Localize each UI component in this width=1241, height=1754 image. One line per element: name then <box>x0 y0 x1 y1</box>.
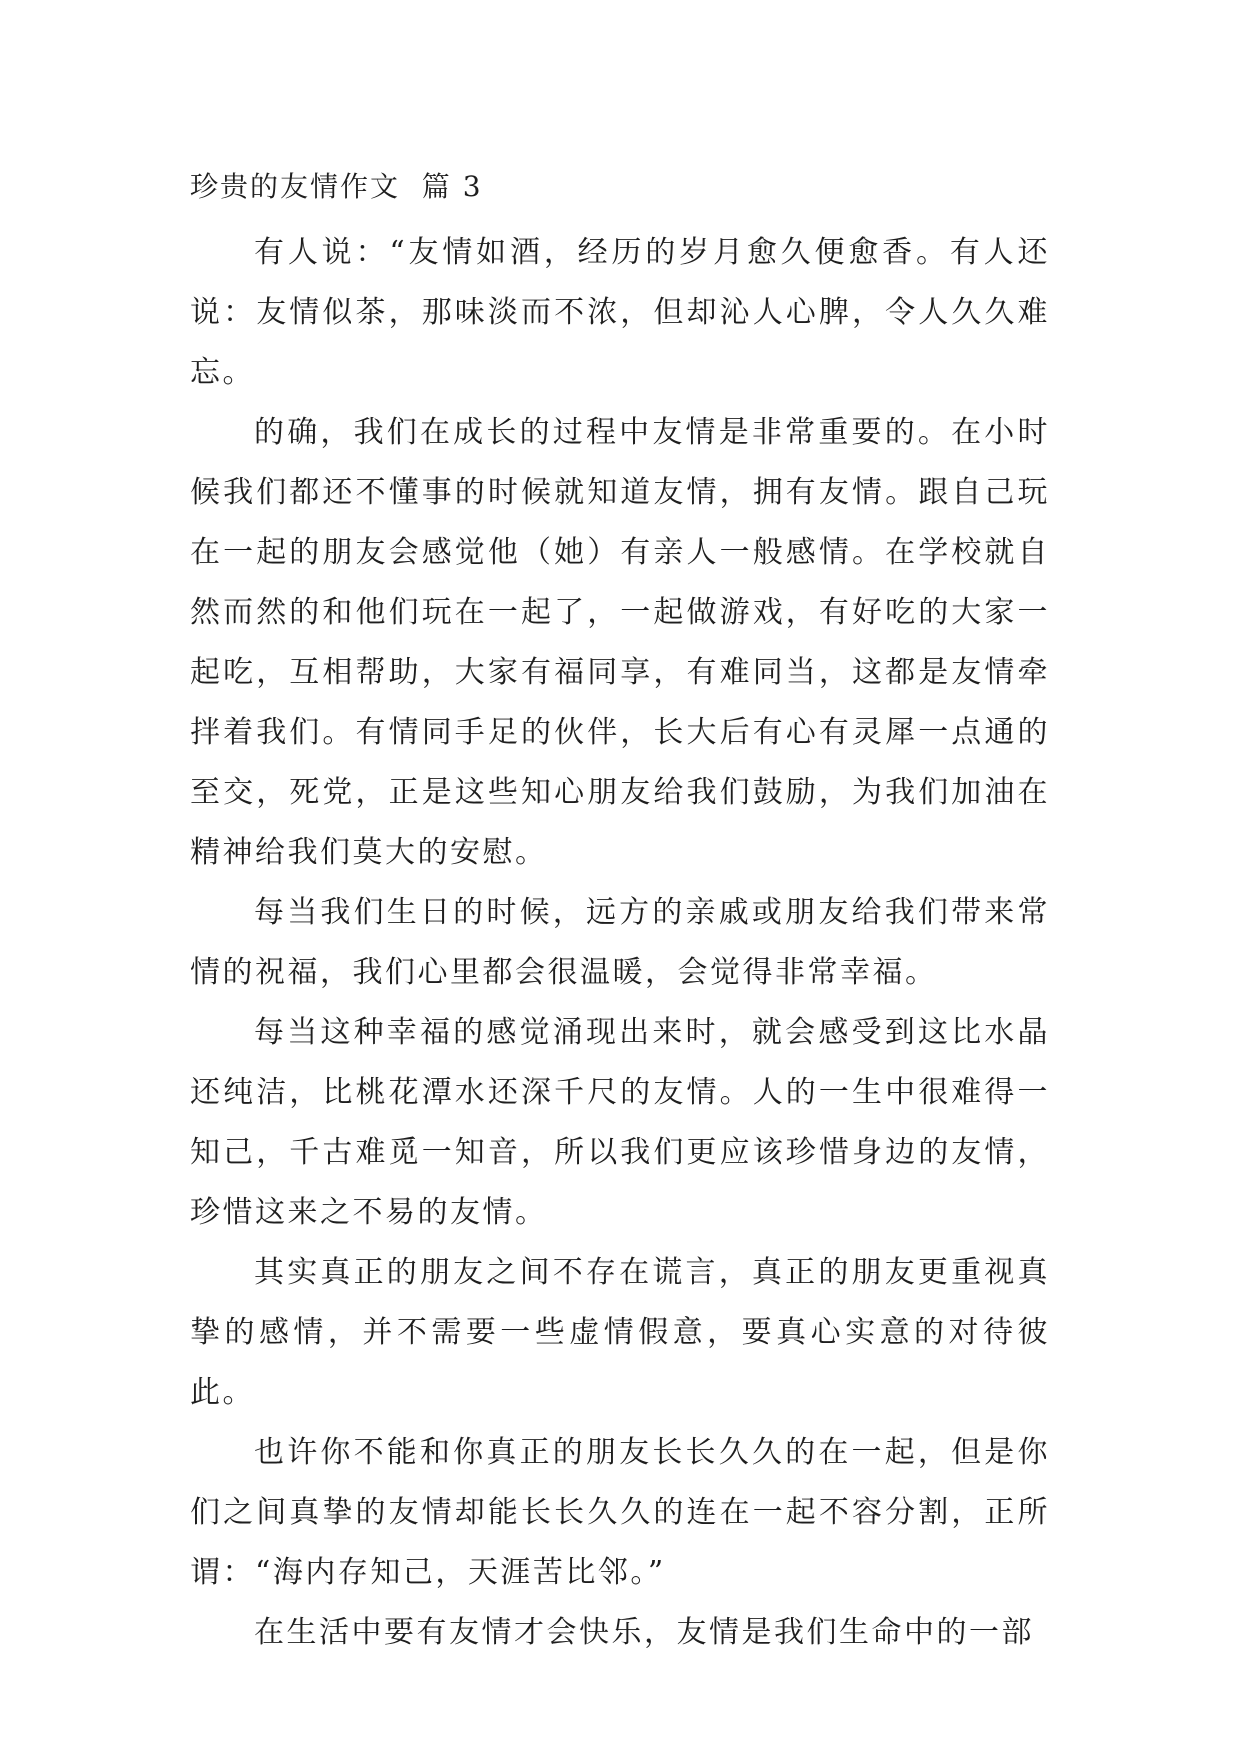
document-title: 珍贵的友情作文 篇 3 <box>190 170 483 203</box>
document-body <box>190 163 1050 1663</box>
paragraph-6: 也许你不能和你真正的朋友长长久久的在一起，但是你们之间真挚的友情却能长长久久的连在一起不容分割，正所谓：“海内存知己，天涯苦比邻。” <box>190 1435 1050 1590</box>
paragraph-1: 有人说：“友情如酒，经历的岁月愈久便愈香。有人还说：友情似茶，那味淡而不浓，但却沁人心脾，令人久久难忘。 <box>190 235 1050 390</box>
paragraph-2: 的确，我们在成长的过程中友情是非常重要的。在小时候我们都还不懂事的时候就知道友情，拥有友情。跟自己玩在一起的朋友会感觉他（她）有亲人一般感情。在学校就自然而然的和他们玩在一起了，一起做游戏，有好吃的大家一起吃，互相帮助，大家有福同享，有难同当，这都是友情牵拌着我们。有情同手足的伙伴，长大后有心有灵犀一点通的至交，死党，正是这些知心朋友给我们鼓励，为我们加油在精神给我们莫大的安慰。 <box>190 415 1050 870</box>
paragraph-3: 每当我们生日的时候，远方的亲戚或朋友给我们带来常情的祝福，我们心里都会很温暖，会觉得非常幸福。 <box>190 895 1050 990</box>
paragraph-7: 在生活中要有友情才会快乐，友情是我们生命中的一部 <box>254 1615 1034 1650</box>
paragraph-5: 其实真正的朋友之间不存在谎言，真正的朋友更重视真挚的感情，并不需要一些虚情假意，要真心实意的对待彼此。 <box>190 1255 1050 1410</box>
paragraph-4: 每当这种幸福的感觉涌现出来时，就会感受到这比水晶还纯洁，比桃花潭水还深千尺的友情。人的一生中很难得一知己，千古难觅一知音，所以我们更应该珍惜身边的友情，珍惜这来之不易的友情。 <box>190 1015 1050 1230</box>
